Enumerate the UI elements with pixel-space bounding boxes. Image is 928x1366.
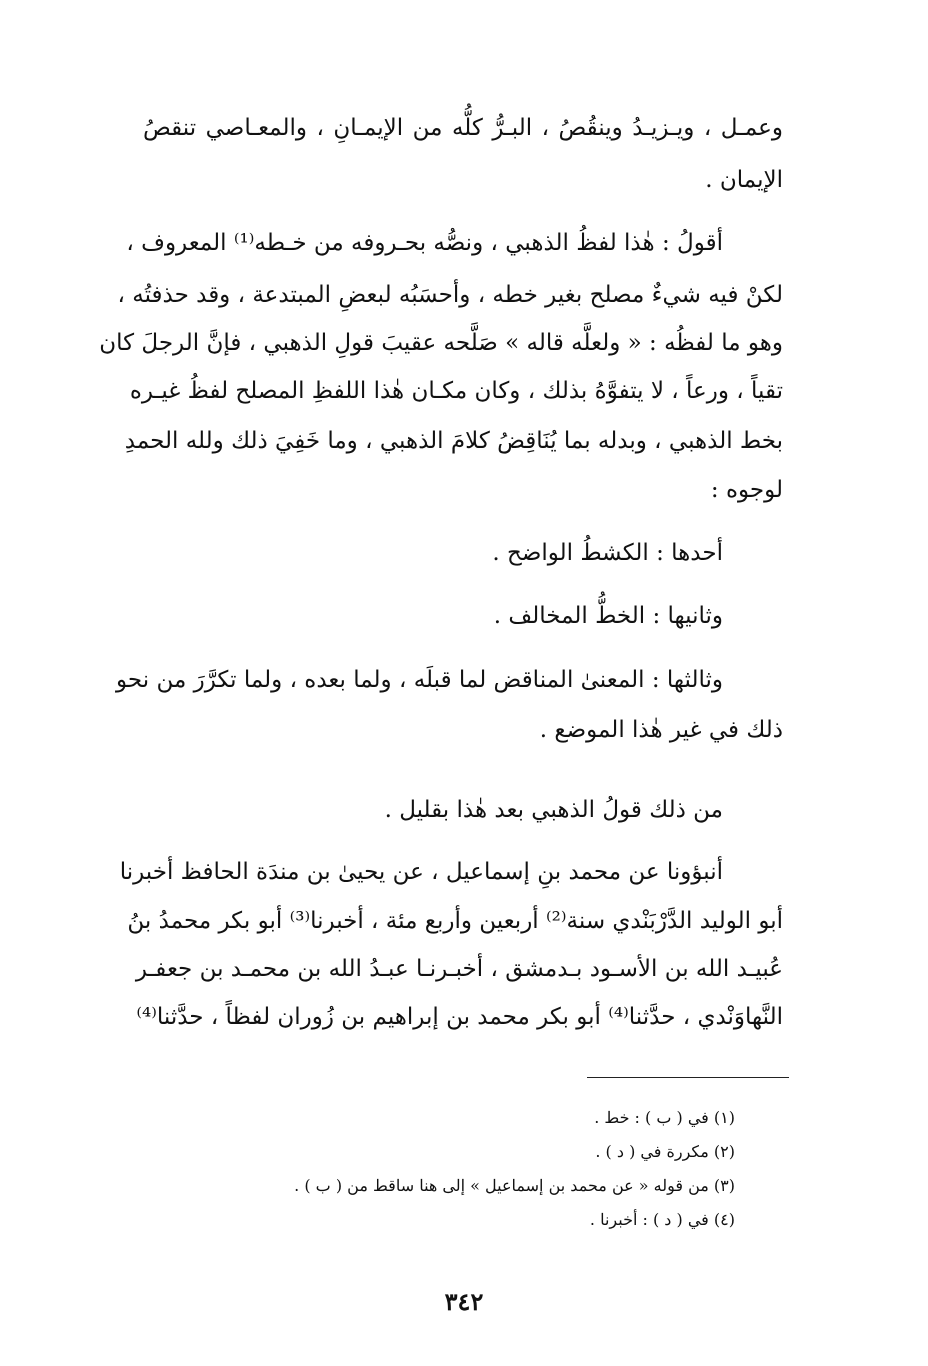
footnote: (١) في ( ب ) : خط . — [594, 1108, 735, 1127]
text-line: الإيمان . — [705, 167, 783, 193]
footnote: (٢) مكررة في ( د ) . — [595, 1142, 735, 1161]
text-line: أحدها : الكشطُ الواضح . — [492, 540, 723, 566]
text-line: أبو الوليد الدَّرْبَنْدي سنة⁽²⁾ أربعين وأربع مئة ، أخبرنا⁽³⁾ أبو بكر محمدُ بنُ — [127, 908, 783, 934]
text-line: أنبؤونا عن محمد بنِ إسماعيل ، عن يحيىٰ بن مندَة الحافظ أخبرنا — [119, 859, 723, 885]
footnote: (٤) في ( د ) : أخبرنا . — [589, 1210, 735, 1229]
text-line: وعمـل ، ويـزيـدُ وينقُصُ ، البـرُّ كلُّه من الإيمـانِ ، والمعـاصي تنقصُ — [143, 115, 783, 141]
text-line: ذلك في غير هٰذا الموضع . — [539, 717, 783, 743]
text-line: لكنْ فيه شيءٌ مصلح بغير خطه ، وأحسَبُه لبعضِ المبتدعة ، وقد حذفتُه ، — [117, 282, 783, 308]
text-line: تقياً ، ورعاً ، لا يتفوَّهُ بذلك ، وكان مكـان هٰذا اللفظِ المصلح لفظُ غيـره — [129, 378, 783, 404]
footnote-divider — [587, 1077, 789, 1078]
text-line: لوجوه : — [710, 477, 783, 503]
text-line: بخط الذهبي ، وبدله بما يُنَاقِضُ كلامَ الذهبي ، وما خَفِيَ ذلك ولله الحمدِ — [124, 428, 783, 454]
text-line: وهو ما لفظُه : « ولعلَّه قاله » صَلَّحه عقيبَ قولِ الذهبي ، فإنَّ الرجلَ كان — [99, 330, 783, 356]
text-line: أقولُ : هٰذا لفظُ الذهبي ، ونصُّه بحـروفه من خـطه⁽¹⁾ المعروف ، — [126, 230, 723, 256]
text-line: من ذلك قولُ الذهبي بعد هٰذا بقليل . — [384, 797, 723, 823]
text-line: عُبيـد الله بن الأسـود بـدمشق ، أخبـرنـا عبـدُ الله بن محمـد بن جعفـر — [135, 956, 783, 982]
page-number: ٣٤٢ — [444, 1287, 484, 1316]
text-line: وثالثها : المعنىٰ المناقض لما قبلَه ، ولما بعده ، ولما تكرَّرَ من نحو — [116, 667, 723, 693]
text-line: النَّهاوَنْدي ، حدَّثنا⁽⁴⁾ أبو بكر محمد بن إبراهيم بن زُوران لفظاً ، حدَّثنا⁽⁴⁾ — [136, 1004, 783, 1030]
text-line: وثانيها : الخطُّ المخالف . — [493, 603, 723, 629]
footnote: (٣) من قوله « عن محمد بن إسماعيل » إلى هنا ساقط من ( ب ) . — [294, 1176, 735, 1195]
